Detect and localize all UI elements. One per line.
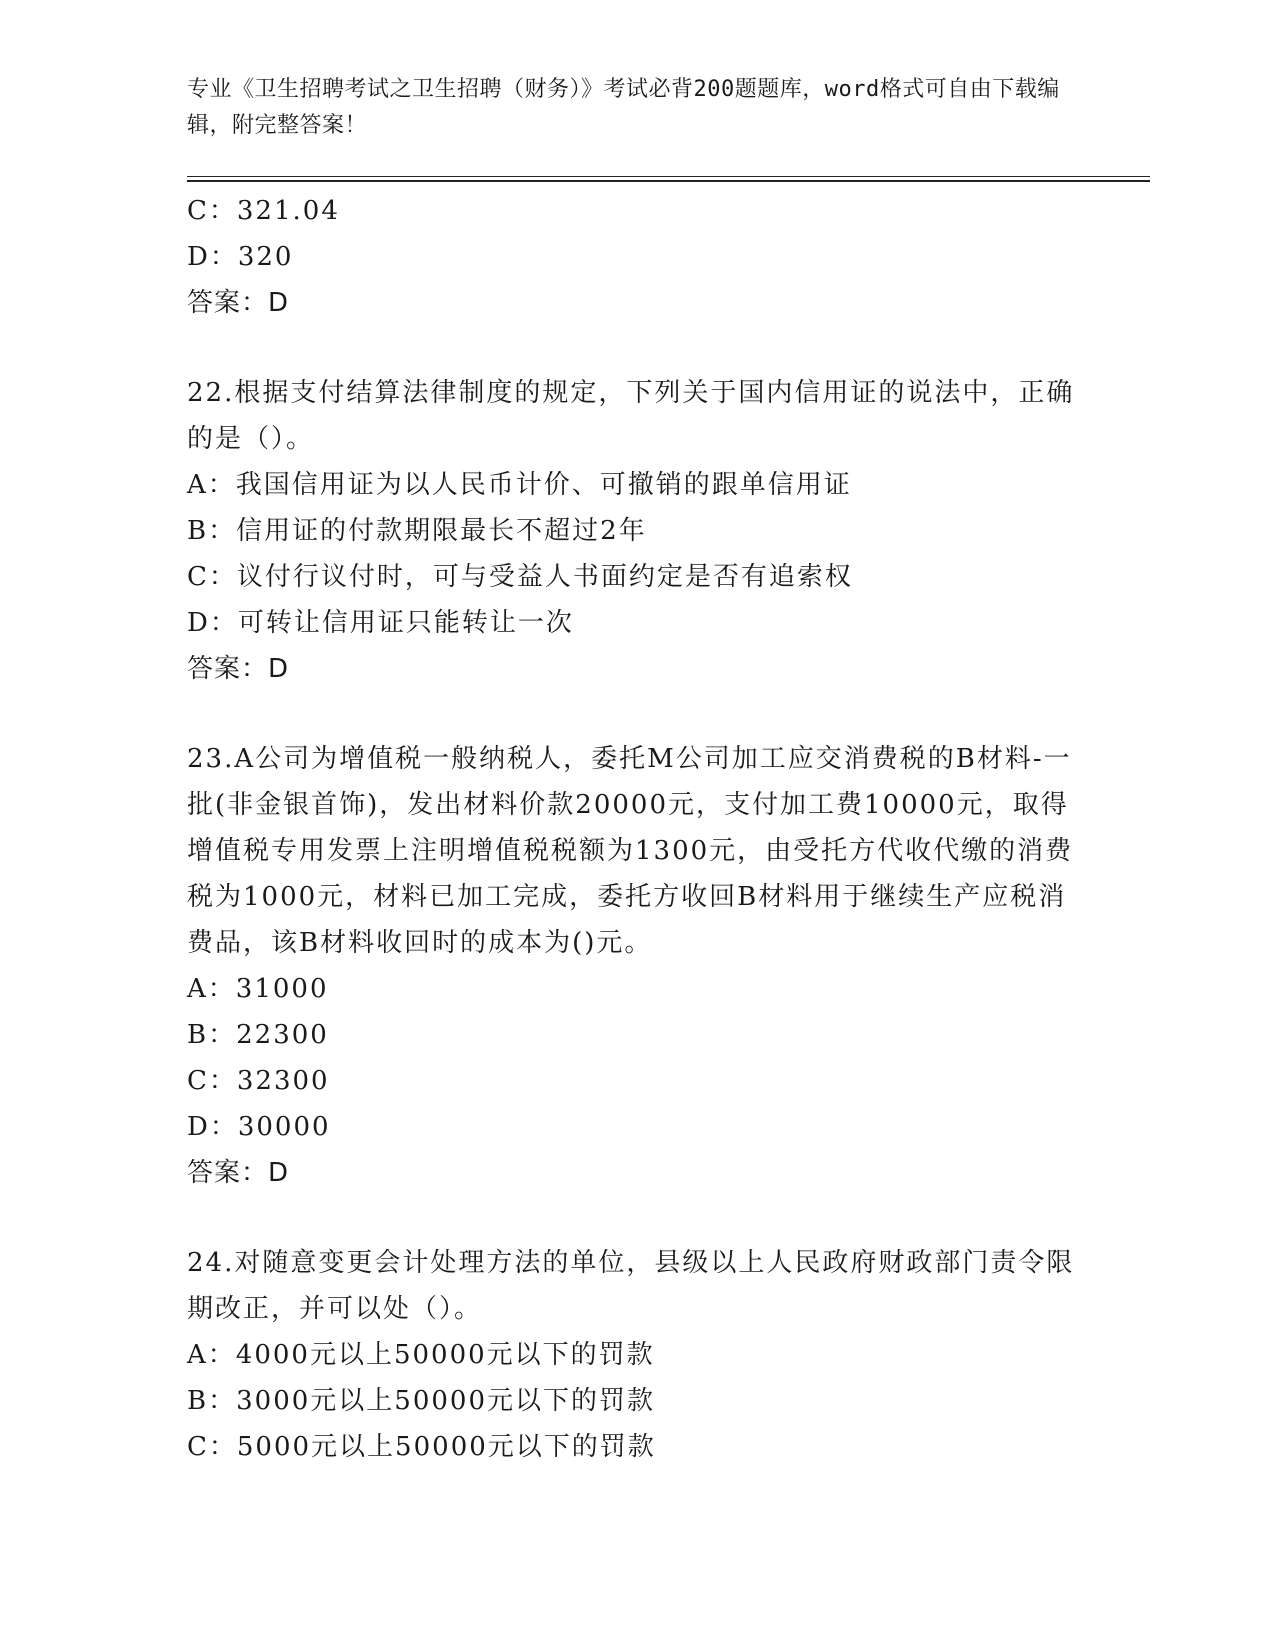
option-a: A：31000 [187,974,329,1004]
option-c: C：议付行议付时，可与受益人书面约定是否有追索权 [187,562,853,592]
question-22 [187,370,1087,692]
option-c: C：32300 [187,1066,330,1096]
option-d: D：可转让信用证只能转让一次 [187,608,574,638]
option-b: B：22300 [187,1020,329,1050]
spacer [187,692,1087,736]
document-header [187,72,1067,144]
document-title: 专业《卫生招聘考试之卫生招聘（财务）》考试必背200题题库，word格式可自由下载编辑，附完整答案！ [187,77,1060,138]
question-21 [187,188,1087,326]
option-b: B：信用证的付款期限最长不超过2年 [187,516,647,546]
option-d: D：320 [187,242,294,272]
option-a: A：4000元以上50000元以下的罚款 [187,1340,655,1370]
option-c: C：5000元以上50000元以下的罚款 [187,1432,656,1462]
answer: 答案：D [187,654,290,684]
option-d: D：30000 [187,1112,331,1142]
question-23 [187,736,1087,1196]
option-a: A：我国信用证为以人民币计价、可撤销的跟单信用证 [187,470,852,500]
header-rule-thick [187,180,1150,182]
question-stem: 23.A公司为增值税一般纳税人，委托M公司加工应交消费税的B材料-一批(非金银首饰)，发出材料价款20000元，支付加工费10000元，取得增值税专用发票上注明增值税税额为1300元，由受托方代收代缴的消费税为1000元，材料已加工完成，委托方收回B材料用于继续生产应税消费品，该B材料收回时的成本为()元。 [187,744,1074,958]
spacer [187,326,1087,370]
spacer [187,1196,1087,1240]
question-24 [187,1240,1087,1470]
header-rule-thin [187,176,1150,177]
option-c: C：321.04 [187,196,340,226]
option-b: B：3000元以上50000元以下的罚款 [187,1386,655,1416]
answer: 答案：D [187,1158,290,1188]
answer: 答案：D [187,288,290,318]
question-list [187,188,1087,1470]
question-stem: 24.对随意变更会计处理方法的单位，县级以上人民政府财政部门责令限期改正，并可以处（）。 [187,1248,1075,1324]
question-stem: 22.根据支付结算法律制度的规定，下列关于国内信用证的说法中，正确的是（）。 [187,378,1075,454]
